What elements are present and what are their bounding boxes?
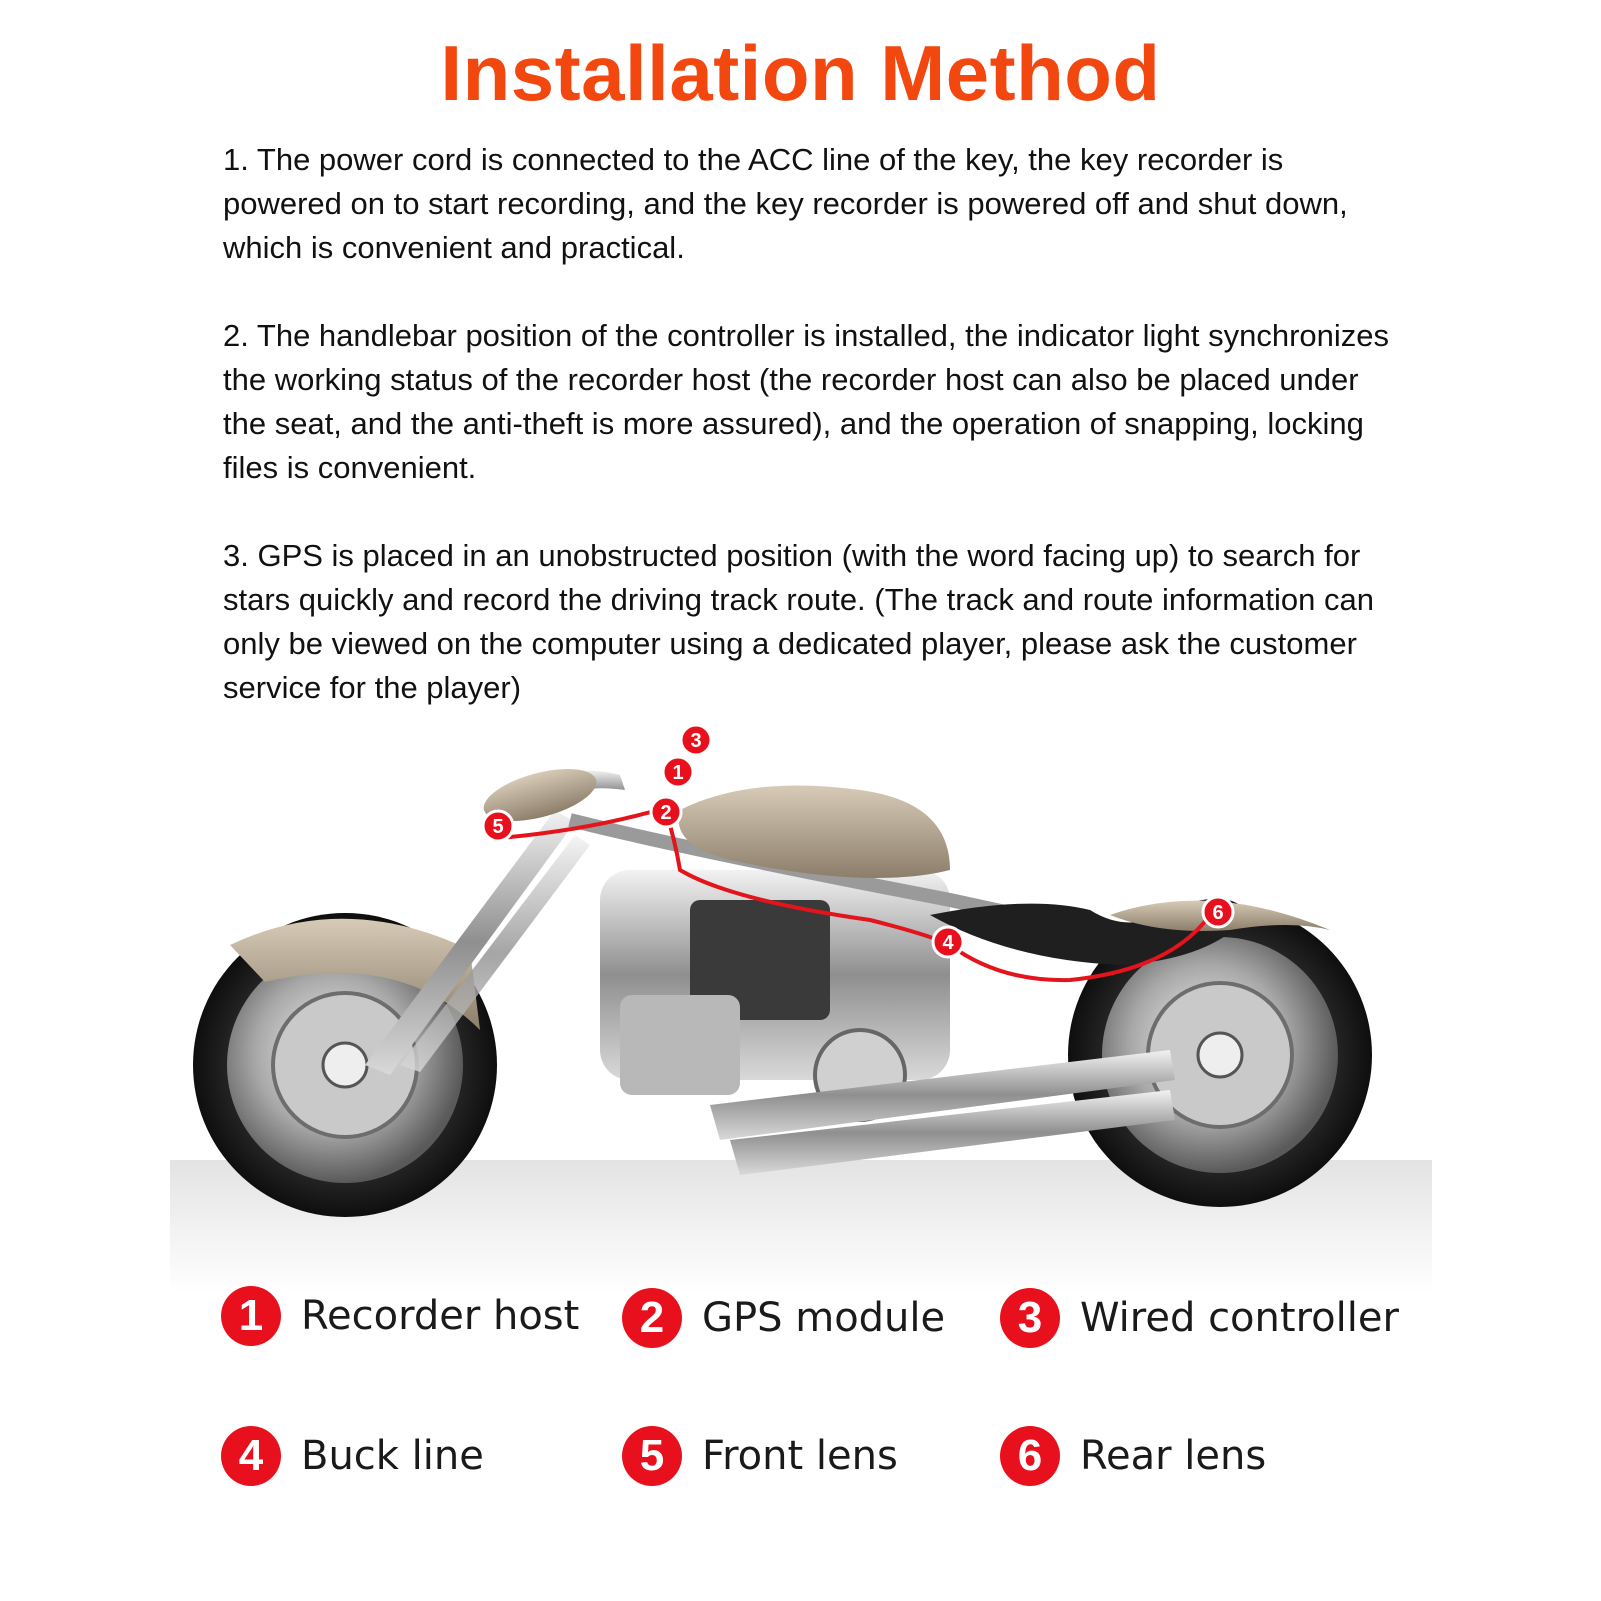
marker-rear-lens-label: 6 <box>1212 902 1224 924</box>
legend-item-wired-controller <box>1000 1286 1399 1350</box>
legend-item-front-lens <box>622 1424 898 1488</box>
badge-5: 5 <box>622 1426 682 1486</box>
legend-item-gps-module <box>622 1286 945 1350</box>
instruction-1: 1. The power cord is connected to the ACC line of the key, the key recorder is powered on to start recording, and the key recorder is powered off and shut down, which is convenient and practical. <box>223 142 1348 265</box>
badge-6: 6 <box>1000 1426 1060 1486</box>
engine <box>600 870 950 1120</box>
marker-buck-line-label: 4 <box>942 932 954 954</box>
instruction-3: 3. GPS is placed in an unobstructed position (with the word facing up) to search for stars quickly and record the driving track route. (The track and route information can only be viewed on the computer using a dedicated player, please ask the customer service for the player) <box>223 538 1374 705</box>
legend-item-recorder-host <box>221 1284 579 1348</box>
legend-label: Recorder host <box>301 1293 580 1339</box>
fuel-tank <box>679 786 950 879</box>
badge-4: 4 <box>221 1426 281 1486</box>
badge-2: 2 <box>622 1288 682 1348</box>
legend-label: Rear lens <box>1080 1433 1267 1479</box>
marker-front-lens-label: 5 <box>492 816 504 838</box>
legend-label: GPS module <box>702 1295 946 1341</box>
legend-item-rear-lens <box>1000 1424 1266 1488</box>
marker-wired-controller-label: 3 <box>690 730 702 752</box>
marker-recorder-host-label: 1 <box>672 762 684 784</box>
badge-1: 1 <box>221 1286 281 1346</box>
badge-3: 3 <box>1000 1288 1060 1348</box>
motorcycle-illustration <box>170 720 1432 1292</box>
legend-label: Wired controller <box>1080 1295 1399 1341</box>
legend-label: Front lens <box>702 1433 898 1479</box>
legend-item-buck-line <box>221 1424 484 1488</box>
marker-gps-module-label: 2 <box>660 802 672 824</box>
instruction-2: 2. The handlebar position of the controller is installed, the indicator light synchronizes the working status of the recorder host (the recorder host can also be placed under the seat, and the anti-theft is more assured), and the operation of snapping, locking files is convenient. <box>223 318 1390 485</box>
legend-label: Buck line <box>301 1433 484 1479</box>
page-title: Installation Method <box>440 29 1161 117</box>
